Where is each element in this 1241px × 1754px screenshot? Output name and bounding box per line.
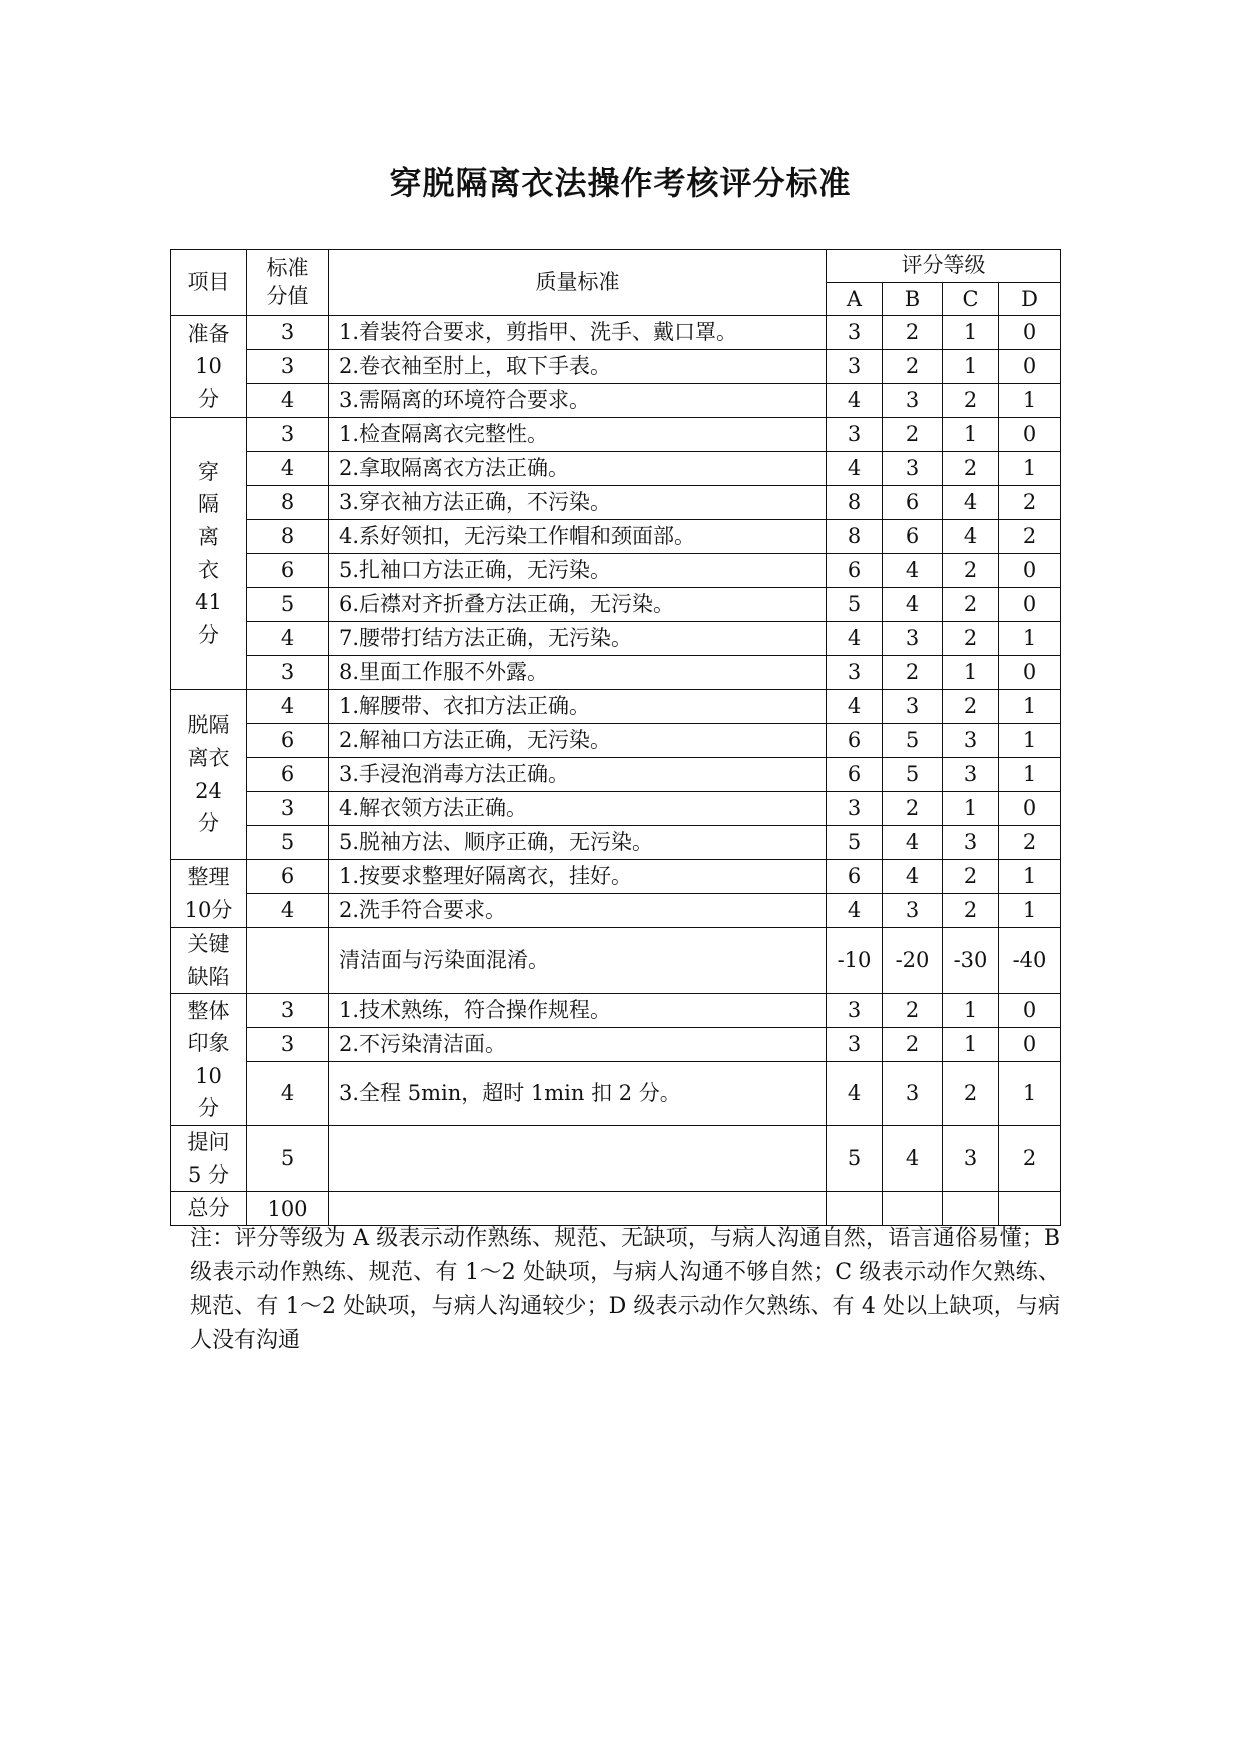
criteria-cell: 1.技术熟练，符合操作规程。 [329,994,827,1028]
table-row [171,418,1061,452]
category-line: 10 [195,354,222,379]
table-row [171,1062,1061,1126]
grade-a-cell: -10 [827,928,883,994]
criteria-cell: 3.需隔离的环境符合要求。 [329,384,827,418]
category-line: 总分 [187,1196,230,1221]
grade-a-cell: 3 [827,316,883,350]
standard-score-cell: 3 [247,1028,329,1062]
header-score [247,250,329,316]
criteria-cell: 5.扎袖口方法正确，无污染。 [329,554,827,588]
category-cell [171,316,247,418]
category-cell [171,994,247,1126]
header-criteria: 质量标准 [329,250,827,316]
grade-d-cell: 1 [999,1062,1061,1126]
standard-score-cell: 6 [247,860,329,894]
standard-score-cell [247,928,329,994]
category-line: 关键 [187,932,230,956]
grade-d-cell: 1 [999,622,1061,656]
header-score-line2: 分值 [266,283,309,308]
criteria-cell [329,1192,827,1226]
footnote: 注：评分等级为 A 级表示动作熟练、规范、无缺项，与病人沟通自然，语言通俗易懂；B 级表示动作熟练、规范、有 1～2 处缺项，与病人沟通不够自然；C 级表示动作欠熟练、规范、有 1～2 处缺项，与病人沟通较少；D 级表示动作欠熟练、有 4 处以上缺项，与病人没有沟通 [190,1226,1060,1353]
grade-b-cell: 2 [883,656,943,690]
standard-score-cell: 4 [247,894,329,928]
category-line: 脱隔 [187,713,230,738]
grade-a-cell: 3 [827,792,883,826]
grade-b-cell: 2 [883,418,943,452]
category-line: 隔 [198,492,219,517]
table-row [171,622,1061,656]
grade-b-cell: 4 [883,554,943,588]
grade-c-cell: 3 [943,1126,999,1192]
grade-b-cell: 3 [883,894,943,928]
grade-a-cell: 4 [827,384,883,418]
category-line: 离 [198,524,219,549]
grade-b-cell: 6 [883,486,943,520]
grade-c-cell: 2 [943,860,999,894]
grade-c-cell: 2 [943,894,999,928]
grade-b-cell: 3 [883,1062,943,1126]
grade-a-cell: 6 [827,860,883,894]
table-row [171,826,1061,860]
table-row [171,928,1061,994]
table-row [171,894,1061,928]
table-row [171,656,1061,690]
criteria-cell: 清洁面与污染面混淆。 [329,928,827,994]
table-row [171,724,1061,758]
grade-c-cell: 3 [943,826,999,860]
grade-c-cell: 2 [943,1062,999,1126]
grade-d-cell: 2 [999,520,1061,554]
criteria-cell: 2.洗手符合要求。 [329,894,827,928]
header-grade-d: D [999,283,1061,316]
table-row [171,486,1061,520]
grade-c-cell: 2 [943,452,999,486]
grade-c-cell: 3 [943,724,999,758]
header-grade: 评分等级 [827,250,1061,283]
grade-a-cell [827,1192,883,1226]
table-row [171,588,1061,622]
category-line: 分 [198,1096,219,1121]
standard-score-cell: 5 [247,588,329,622]
grade-a-cell: 3 [827,656,883,690]
criteria-cell: 2.不污染清洁面。 [329,1028,827,1062]
grade-d-cell: 1 [999,894,1061,928]
page-title: 穿脱隔离衣法操作考核评分标准 [389,164,852,202]
grade-d-cell: 0 [999,1028,1061,1062]
standard-score-cell: 3 [247,316,329,350]
grade-c-cell: 2 [943,690,999,724]
category-line: 10分 [184,897,233,922]
standard-score-cell: 6 [247,724,329,758]
table-row [171,1192,1061,1226]
header-grade-c: C [943,283,999,316]
grade-b-cell: 6 [883,520,943,554]
grade-c-cell: 1 [943,656,999,690]
criteria-cell: 2.解袖口方法正确，无污染。 [329,724,827,758]
grade-a-cell: 3 [827,994,883,1028]
table-row [171,860,1061,894]
grade-d-cell: 2 [999,486,1061,520]
grade-a-cell: 3 [827,1028,883,1062]
criteria-cell: 4.系好领扣，无污染工作帽和颈面部。 [329,520,827,554]
table-row [171,1126,1061,1192]
table-row [171,384,1061,418]
category-cell [171,1192,247,1226]
grade-d-cell: 2 [999,1126,1061,1192]
criteria-cell: 1.检查隔离衣完整性。 [329,418,827,452]
category-line: 41 [195,590,222,615]
standard-score-cell: 3 [247,792,329,826]
criteria-cell: 1.按要求整理好隔离衣，挂好。 [329,860,827,894]
category-cell [171,1126,247,1192]
grade-a-cell: 8 [827,486,883,520]
grade-b-cell: 4 [883,826,943,860]
standard-score-cell: 8 [247,486,329,520]
category-line: 缺陷 [187,964,230,989]
header-item: 项目 [171,250,247,316]
grade-c-cell [943,1192,999,1226]
table-row [171,792,1061,826]
header-score-line1: 标准 [266,256,309,281]
standard-score-cell: 6 [247,554,329,588]
grade-d-cell [999,1192,1061,1226]
grade-a-cell: 3 [827,418,883,452]
grade-a-cell: 4 [827,622,883,656]
grade-c-cell: 1 [943,316,999,350]
grade-a-cell: 4 [827,1062,883,1126]
criteria-cell [329,1126,827,1192]
grade-a-cell: 5 [827,588,883,622]
grade-b-cell: 2 [883,1028,943,1062]
category-cell [171,418,247,690]
grade-b-cell: 5 [883,724,943,758]
category-line: 离衣 [187,745,230,770]
grade-c-cell: 1 [943,418,999,452]
criteria-cell: 1.解腰带、衣扣方法正确。 [329,690,827,724]
grade-b-cell: -20 [883,928,943,994]
grade-c-cell: 2 [943,384,999,418]
table-body [171,316,1061,1226]
grade-a-cell: 4 [827,690,883,724]
standard-score-cell: 8 [247,520,329,554]
table-row [171,1028,1061,1062]
grade-d-cell: 0 [999,418,1061,452]
grade-d-cell: 0 [999,656,1061,690]
grade-c-cell: 1 [943,994,999,1028]
table-row [171,690,1061,724]
standard-score-cell: 100 [247,1192,329,1226]
grade-c-cell: 2 [943,588,999,622]
grade-c-cell: -30 [943,928,999,994]
standard-score-cell: 3 [247,656,329,690]
criteria-cell: 1.着装符合要求，剪指甲、洗手、戴口罩。 [329,316,827,350]
grade-d-cell: 1 [999,384,1061,418]
category-line: 提问 [187,1130,230,1155]
table-row [171,316,1061,350]
criteria-cell: 4.解衣领方法正确。 [329,792,827,826]
criteria-cell: 8.里面工作服不外露。 [329,656,827,690]
standard-score-cell: 4 [247,384,329,418]
table-row [171,554,1061,588]
standard-score-cell: 5 [247,1126,329,1192]
criteria-cell: 2.卷衣袖至肘上，取下手表。 [329,350,827,384]
grade-a-cell: 4 [827,452,883,486]
grade-d-cell: 1 [999,690,1061,724]
criteria-cell: 3.全程 5min，超时 1min 扣 2 分。 [329,1062,827,1126]
table-row [171,520,1061,554]
grade-d-cell: 0 [999,316,1061,350]
grade-d-cell: 1 [999,860,1061,894]
standard-score-cell: 3 [247,350,329,384]
grade-b-cell: 3 [883,452,943,486]
grade-b-cell: 4 [883,860,943,894]
criteria-cell: 2.拿取隔离衣方法正确。 [329,452,827,486]
category-line: 24 [195,778,222,803]
category-line: 穿 [198,459,219,484]
grade-d-cell: 2 [999,826,1061,860]
grade-b-cell: 2 [883,792,943,826]
standard-score-cell: 6 [247,758,329,792]
grade-d-cell: 1 [999,758,1061,792]
category-line: 整体 [187,998,230,1023]
standard-score-cell: 3 [247,994,329,1028]
grade-b-cell: 2 [883,994,943,1028]
grade-c-cell: 4 [943,486,999,520]
scoring-table [170,249,1061,1226]
grade-b-cell: 3 [883,690,943,724]
grade-a-cell: 5 [827,826,883,860]
grade-d-cell: 0 [999,350,1061,384]
criteria-cell: 3.穿衣袖方法正确，不污染。 [329,486,827,520]
grade-d-cell: 0 [999,588,1061,622]
standard-score-cell: 5 [247,826,329,860]
table-row [171,350,1061,384]
grade-a-cell: 8 [827,520,883,554]
standard-score-cell: 4 [247,452,329,486]
grade-b-cell: 3 [883,622,943,656]
grade-b-cell: 2 [883,350,943,384]
grade-b-cell [883,1192,943,1226]
grade-d-cell: -40 [999,928,1061,994]
category-line: 分 [198,622,219,647]
standard-score-cell: 4 [247,1062,329,1126]
grade-d-cell: 0 [999,792,1061,826]
grade-b-cell: 4 [883,588,943,622]
category-line: 整理 [187,864,230,889]
criteria-cell: 6.后襟对齐折叠方法正确，无污染。 [329,588,827,622]
criteria-cell: 7.腰带打结方法正确，无污染。 [329,622,827,656]
standard-score-cell: 4 [247,690,329,724]
category-cell [171,690,247,860]
standard-score-cell: 4 [247,622,329,656]
standard-score-cell: 3 [247,418,329,452]
grade-c-cell: 1 [943,1028,999,1062]
table-row [171,994,1061,1028]
table-row [171,452,1061,486]
grade-a-cell: 6 [827,554,883,588]
grade-a-cell: 4 [827,894,883,928]
grade-d-cell: 1 [999,724,1061,758]
category-line: 分 [198,811,219,836]
header-grade-a: A [827,283,883,316]
grade-c-cell: 2 [943,622,999,656]
criteria-cell: 5.脱袖方法、顺序正确，无污染。 [329,826,827,860]
grade-b-cell: 4 [883,1126,943,1192]
grade-a-cell: 5 [827,1126,883,1192]
grade-c-cell: 1 [943,792,999,826]
grade-b-cell: 5 [883,758,943,792]
grade-a-cell: 3 [827,350,883,384]
category-line: 准备 [187,321,230,346]
grade-d-cell: 0 [999,554,1061,588]
grade-b-cell: 2 [883,316,943,350]
category-line: 5 分 [187,1162,230,1187]
grade-c-cell: 4 [943,520,999,554]
header-grade-b: B [883,283,943,316]
category-line: 10 [195,1063,222,1088]
grade-a-cell: 6 [827,758,883,792]
category-line: 衣 [198,557,219,582]
grade-d-cell: 0 [999,994,1061,1028]
grade-a-cell: 6 [827,724,883,758]
grade-b-cell: 3 [883,384,943,418]
category-line: 印象 [187,1031,230,1056]
criteria-cell: 3.手浸泡消毒方法正确。 [329,758,827,792]
category-cell [171,928,247,994]
category-cell [171,860,247,928]
category-line: 分 [198,386,219,411]
grade-c-cell: 3 [943,758,999,792]
grade-c-cell: 1 [943,350,999,384]
table-row [171,758,1061,792]
grade-c-cell: 2 [943,554,999,588]
grade-d-cell: 1 [999,452,1061,486]
